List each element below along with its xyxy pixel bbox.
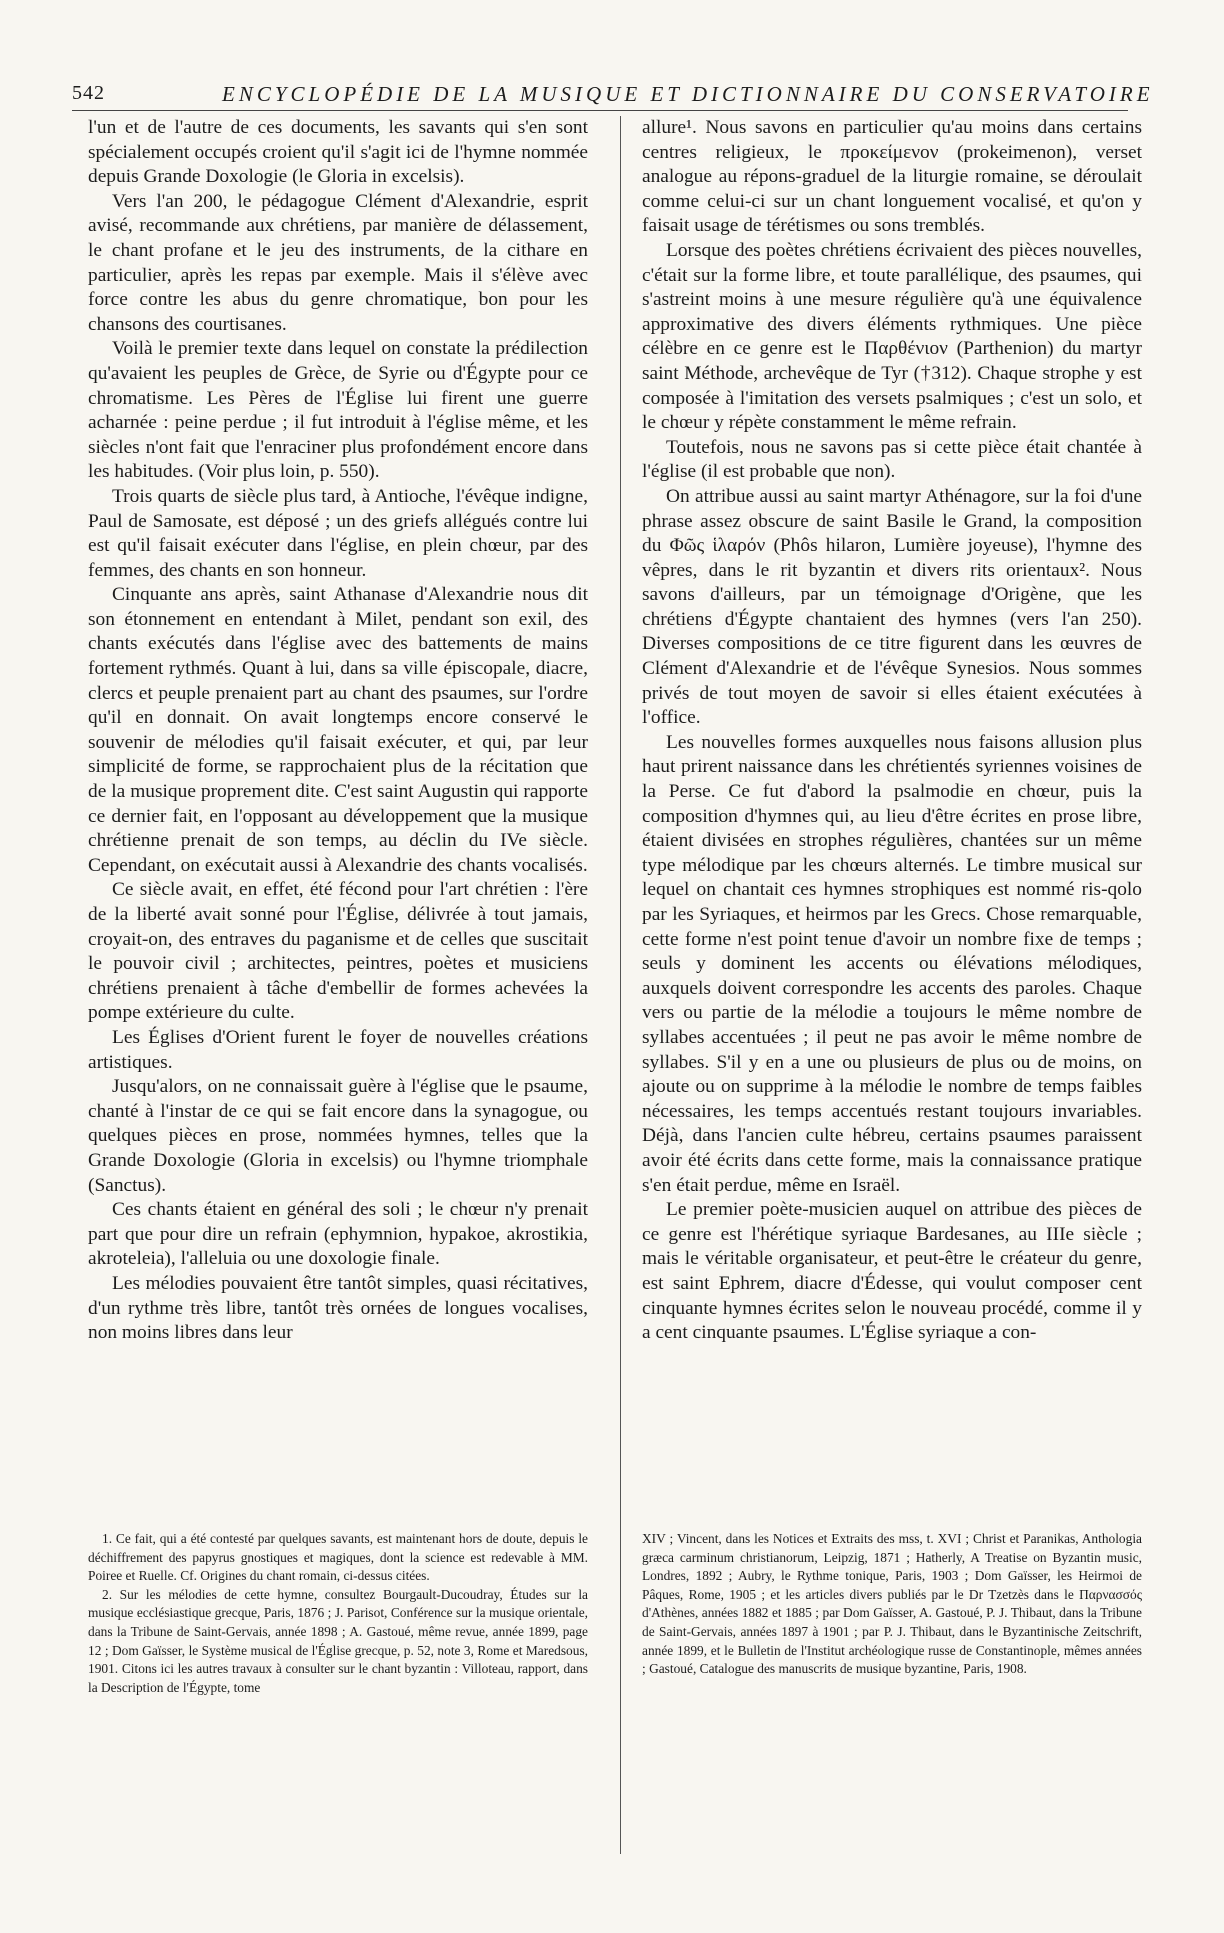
- footnotes-left: [88, 1530, 588, 1697]
- right-column: [642, 116, 1142, 1346]
- footnote: 2. Sur les mélodies de cette hymne, consultez Bourgault-Ducoudray, Études sur la musique ecclésiastique grecque, Paris, 1876 ; J. Parisot, Conférence sur la musique orientale, dans la Tribune de Saint-Gervais, année 1898 ; A. Gastoué, même revue, année 1899, page 12 ; Dom Gaïsser, le Système musical de l'Église grecque, p. 52, note 3, Rome et Maredsous, 1901. Citons ici les autres travaux à consulter sur le chant byzantin : Villoteau, rapport, dans la Description de l'Égypte, tome: [88, 1586, 588, 1695]
- paragraph: Ce siècle avait, en effet, été fécond pour l'art chrétien : l'ère de la liberté avait sonné pour l'Église, délivrée à tout jamais, croyait-on, des entraves du paganisme et de celles que suscitait le pouvoir civil ; architectes, peintres, poètes et musiciens chrétiens prenaient à tâche d'embellir de formes achevées la pompe extérieure du culte.: [88, 879, 588, 1024]
- paragraph: Jusqu'alors, on ne connaissait guère à l'église que le psaume, chanté à l'instar de ce qui se fait encore dans la synagogue, ou quelques pièces en prose, nommées hymnes, telles que la Grande Doxologie (Gloria in excelsis) ou l'hymne triomphale (Sanctus).: [88, 1076, 588, 1196]
- paragraph: Les mélodies pouvaient être tantôt simples, quasi récitatives, d'un rythme très libre, tantôt très ornées de longues vocalises, non moins libres dans leur: [88, 1272, 588, 1344]
- header-rule: [72, 110, 1128, 111]
- paragraph: Ces chants étaient en général des soli ; le chœur n'y prenait part que pour dire un refrain (ephymnion, hypakoe, akrostikia, akroteleia), l'alleluia ou une doxologie finale.: [88, 1199, 588, 1270]
- footnote-continued: XIV ; Vincent, dans les Notices et Extraits des mss, t. XVI ; Christ et Paranikas, Anthologia græca carminum christianorum, Leipzig, 1871 ; Hatherly, A Treatise on Byzantin music, Londres, 1892 ; Aubry, le Rythme tonique, Paris, 1903 ; Dom Gaïsser, les Heirmoi de Pâques, Rome, 1905 ; et les articles divers publiés par le Dr Tzetzès dans le Παρνασσός d'Athènes, années 1882 et 1885 ; par Dom Gaïsser, A. Gastoué, P. J. Thibaut, dans la Tribune de Saint-Gervais, années 1897 à 1901 ; par P. J. Thibaut, dans le Byzantinische Zeitschrift, année 1899, et le Bulletin de l'Institut archéologique russe de Constantinople, mêmes années ; Gastoué, Catalogue des manuscrits de musique byzantine, Paris, 1908.: [642, 1531, 1142, 1677]
- running-title: ENCYCLOPÉDIE DE LA MUSIQUE ET DICTIONNAIRE DU CONSERVATOIRE: [222, 82, 1154, 106]
- left-column: [88, 116, 588, 1346]
- page-header: [72, 80, 1154, 110]
- paragraph: Vers l'an 200, le pédagogue Clément d'Alexandrie, esprit avisé, recommande aux chrétiens, par manière de délassement, le chant profane et le jeu des instruments, de la cithare en particulier, après les repas par exemple. Mais il s'élève avec force contre les abus du genre chromatique, bon pour les chansons des courtisanes.: [88, 190, 588, 335]
- paragraph: Toutefois, nous ne savons pas si cette pièce était chantée à l'église (il est probable que non).: [642, 436, 1142, 483]
- paragraph: allure¹. Nous savons en particulier qu'au moins dans certains centres religieux, le προκείμενον (prokeimenon), verset analogue au répons-graduel de la liturgie romaine, se déroulait comme celui-ci sur un chant longuement vocalisé, et qu'on y faisait usage de térétismes ou sons tremblés.: [642, 117, 1142, 237]
- paragraph: l'un et de l'autre de ces documents, les savants qui s'en sont spécialement occupés croient qu'il s'agit ici de l'hymne nommée depuis Grande Doxologie (le Gloria in excelsis).: [88, 117, 588, 188]
- paragraph: Cinquante ans après, saint Athanase d'Alexandrie nous dit son étonnement en entendant à Milet, pendant son exil, des chants exécutés dans l'église avec des battements de mains fortement rythmés. Quant à lui, dans sa ville épiscopale, diacre, clercs et peuple prenaient part au chant des psaumes, sur l'ordre qu'il en donnait. On avait longtemps encore conservé le souvenir de mélodies qu'il faisait exécuter, et qui, par leur simplicité de forme, se rapprochaient plus de la récitation que de la musique proprement dite. C'est saint Augustin qui rapporte ce dernier fait, en l'opposant au développement que la musique chrétienne prenait de son temps, au déclin du IVe siècle. Cependant, on exécutait aussi à Alexandrie des chants vocalisés.: [88, 584, 588, 876]
- footnotes-right: [642, 1530, 1142, 1679]
- paragraph: Voilà le premier texte dans lequel on constate la prédilection qu'avaient les peuples de Grèce, de Syrie ou d'Égypte pour ce chromatisme. Les Pères de l'Église lui firent une guerre acharnée : peine perdue ; il fut introduit à l'église même, et les siècles n'ont fait que l'enraciner plus profondément encore dans les habitudes. (Voir plus loin, p. 550).: [88, 338, 588, 483]
- paragraph: On attribue aussi au saint martyr Athénagore, sur la foi d'une phrase assez obscure de saint Basile le Grand, la composition du Φῶς ἱλαρόν (Phôs hilaron, Lumière joyeuse), l'hymne des vêpres, dans le rit byzantin et divers rits orientaux². Nous savons d'ailleurs, par un témoignage d'Origène, que les chrétiens d'Égypte chantaient des hymnes (vers l'an 250). Diverses compositions de ce titre figurent dans les œuvres de Clément d'Alexandrie et de l'évêque Synesios. Nous sommes privés de tout moyen de savoir si elles étaient exécutées à l'office.: [642, 485, 1142, 729]
- paragraph: Le premier poète-musicien auquel on attribue des pièces de ce genre est l'hérétique syriaque Bardesanes, au IIIe siècle ; mais le véritable organisateur, et peut-être le créateur du genre, est saint Ephrem, diacre d'Édesse, qui voulut composer cent cinquante hymnes écrites selon le nouveau procédé, comme il y a cent cinquante psaumes. L'Église syriaque a con-: [642, 1199, 1142, 1344]
- paragraph: Les nouvelles formes auxquelles nous faisons allusion plus haut prirent naissance dans les chrétientés syriennes voisines de la Perse. Ce fut d'abord la psalmodie en chœur, puis la composition d'hymnes qui, au lieu d'être écrites en prose libre, étaient divisées en strophes régulières, chantées sur un même type mélodique par les chœurs alternés. Le timbre musical sur lequel on chantait ces hymnes strophiques est nommé ris-qolo par les Syriaques, et heirmos par les Grecs. Chose remarquable, cette forme n'est point tenue d'avoir un nombre fixe de temps ; seuls y dominent les accents ou élévations mélodiques, auxquels doivent correspondre les accents des paroles. Chaque vers ou partie de la mélodie a toujours le même nombre de syllabes accentuées ; il peut ne pas avoir le même nombre de syllabes. S'il y en a une ou plusieurs de plus ou de moins, on ajoute ou on supprime à la mélodie le nombre de temps faibles nécessaires, les temps accentués restant toujours invariables. Déjà, dans l'ancien culte hébreu, certains psaumes paraissent avoir été écrits dans cette forme, mais la connaissance pratique s'en était perdue, même en Israël.: [642, 731, 1142, 1196]
- column-divider: [620, 116, 621, 1854]
- page-number: 542: [72, 82, 105, 104]
- paragraph: Trois quarts de siècle plus tard, à Antioche, l'évêque indigne, Paul de Samosate, est déposé ; un des griefs allégués contre lui est qu'il faisait exécuter dans l'église, en plein chœur, par des femmes, des chants en son honneur.: [88, 485, 588, 581]
- paragraph: Les Églises d'Orient furent le foyer de nouvelles créations artistiques.: [88, 1026, 588, 1073]
- footnote: 1. Ce fait, qui a été contesté par quelques savants, est maintenant hors de doute, depuis le déchiffrement des papyrus gnostiques et magiques, dont la science est redevable à MM. Poiree et Ruelle. Cf. Origines du chant romain, ci-dessus citées.: [88, 1531, 588, 1584]
- paragraph: Lorsque des poètes chrétiens écrivaient des pièces nouvelles, c'était sur la forme libre, et toute parallélique, des psaumes, qui s'astreint moins à une mesure régulière qu'à une équivalence approximative des divers éléments rythmiques. Une pièce célèbre en ce genre est le Παρθένιον (Parthenion) du martyr saint Méthode, archevêque de Tyr (†312). Chaque strophe y est composée à l'imitation des versets psalmiques ; c'est un solo, et le chœur y répète constamment le même refrain.: [642, 239, 1142, 434]
